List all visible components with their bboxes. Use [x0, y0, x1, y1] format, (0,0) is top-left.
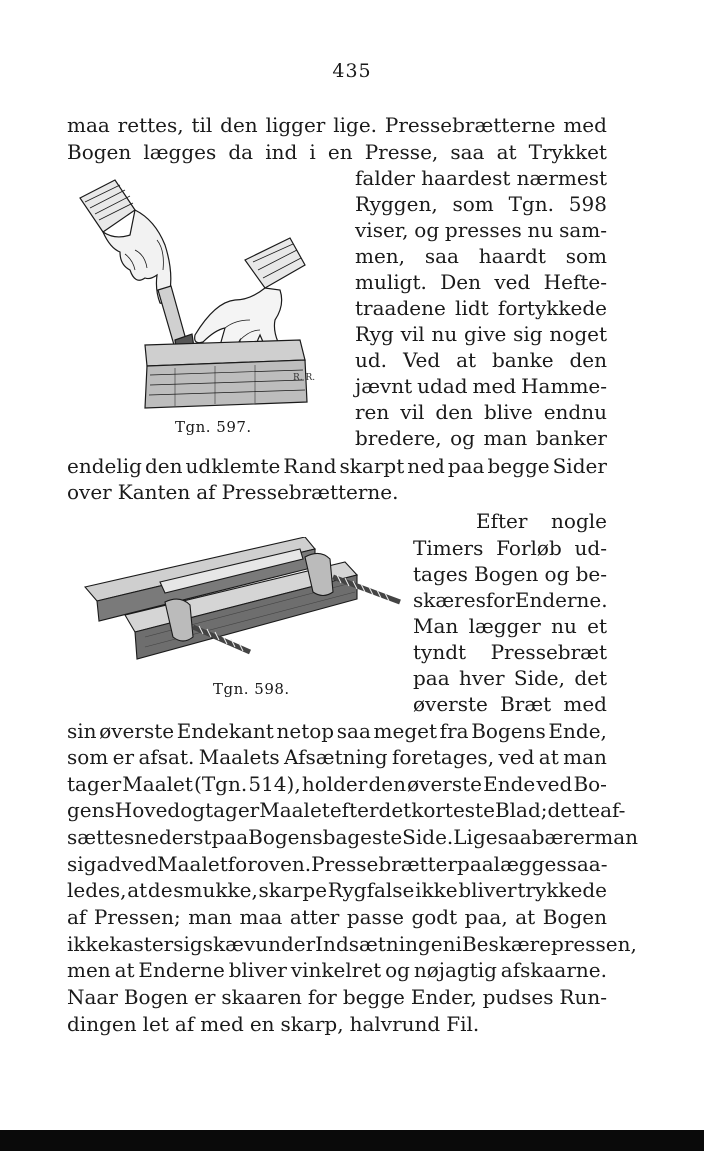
word: under	[255, 932, 316, 956]
text-line	[355, 191, 607, 217]
text-line	[67, 1011, 607, 1037]
word: afsat.	[138, 745, 195, 769]
word: Ende	[483, 772, 536, 796]
text-line	[355, 295, 607, 321]
word: øverste	[99, 719, 175, 743]
text-line	[413, 587, 607, 613]
word: bærer	[531, 825, 595, 849]
word: og	[385, 958, 410, 982]
word: rettes,	[117, 113, 184, 137]
word: banke	[491, 348, 554, 372]
word: Maalet	[157, 852, 228, 876]
word: netop	[276, 719, 335, 743]
word: udklemte	[185, 454, 281, 478]
word: en	[249, 1012, 275, 1036]
word: Enderne.	[514, 588, 608, 612]
word: Maalet	[122, 772, 193, 796]
word: Pressen;	[93, 905, 181, 929]
word: sættes	[67, 825, 135, 849]
word: den	[368, 772, 406, 796]
figure-597-mark: R. R.	[293, 373, 316, 383]
word: Endekant	[176, 719, 274, 743]
word: Efter	[476, 509, 528, 533]
word: tyndt	[413, 640, 467, 664]
word: et	[587, 614, 607, 638]
word: foretages,	[391, 745, 495, 769]
word: bageste	[322, 825, 403, 849]
word: med	[563, 692, 607, 716]
word: dette	[547, 798, 601, 822]
text-line	[355, 321, 607, 347]
word: 598	[568, 192, 607, 216]
word: nederst	[134, 825, 212, 849]
word: afskaarne.	[500, 958, 607, 982]
text-line	[67, 984, 607, 1010]
word: endelig	[67, 454, 142, 478]
word: at	[538, 745, 559, 769]
text-line	[67, 744, 607, 770]
word: sam-	[559, 218, 607, 242]
word: fra	[439, 719, 469, 743]
scan-edge-bar	[0, 1130, 704, 1151]
word: ned	[407, 454, 445, 478]
word: ledes,	[67, 878, 127, 902]
word: Hefte-	[543, 270, 607, 294]
word: Maalets	[198, 745, 280, 769]
word: paa	[413, 666, 450, 690]
text-line	[413, 639, 607, 665]
word: og	[414, 218, 440, 242]
word: ad	[96, 852, 122, 876]
word: som	[452, 192, 494, 216]
word: at	[515, 905, 536, 929]
word: da	[228, 140, 254, 164]
text-line	[67, 112, 607, 138]
word: maa	[67, 113, 110, 137]
text-line	[67, 479, 607, 505]
word: tages	[413, 562, 468, 586]
text-line	[413, 561, 607, 587]
word: og	[544, 562, 570, 586]
word: nu	[431, 322, 458, 346]
word: tager	[205, 798, 260, 822]
word: ud-	[574, 536, 607, 560]
word: jævnt	[355, 374, 413, 398]
word: med	[200, 1012, 244, 1036]
word: bliver	[228, 958, 287, 982]
word: de	[147, 878, 173, 902]
word: med	[563, 113, 607, 137]
word: at	[114, 958, 135, 982]
word: Enderne	[138, 958, 225, 982]
word: Bogen	[123, 985, 189, 1009]
word: Hamme-	[521, 374, 607, 398]
word: noget	[549, 322, 607, 346]
word: i	[455, 932, 462, 956]
word: ren	[355, 400, 390, 424]
word: ved	[498, 745, 535, 769]
word: Beskærepressen,	[461, 932, 637, 956]
word: Maalet	[259, 798, 330, 822]
word: Afsætning	[284, 745, 388, 769]
word: lægger	[468, 614, 541, 638]
word: Rygfalse	[327, 878, 415, 902]
word: blive	[483, 400, 533, 424]
word: be-	[575, 562, 607, 586]
page-number: 435	[332, 60, 372, 82]
word: den	[220, 113, 258, 137]
word: Ryggen,	[355, 192, 438, 216]
text-line	[355, 373, 607, 399]
word: dingen	[67, 1012, 137, 1036]
word: Trykket	[528, 140, 607, 164]
word: skarpe	[258, 878, 328, 902]
word: (Tgn.	[194, 772, 248, 796]
word: skarp,	[280, 1012, 344, 1036]
text-line	[67, 453, 607, 479]
word: man	[188, 905, 233, 929]
word: over	[67, 480, 112, 504]
word: Kanten	[117, 480, 191, 504]
word: haardest	[421, 166, 511, 190]
word: af-	[600, 798, 626, 822]
word: Rand	[283, 454, 337, 478]
word: traadene	[355, 296, 446, 320]
figure-598-illustration	[75, 537, 405, 672]
word: Man	[413, 614, 459, 638]
word: Pressebrætterne.	[221, 480, 399, 504]
text-line	[67, 718, 607, 744]
word: foroven.	[227, 852, 312, 876]
word: saa-	[566, 852, 608, 876]
word: Ryg	[355, 322, 394, 346]
word: men,	[355, 244, 406, 268]
word: saa	[450, 140, 485, 164]
word: banker	[535, 426, 607, 450]
word: lidt	[455, 296, 489, 320]
word: haardt	[478, 244, 546, 268]
word: meget	[373, 719, 438, 743]
word: presses	[444, 218, 522, 242]
word: vil	[400, 322, 425, 346]
word: Pressebræt	[490, 640, 607, 664]
word: Pressebrætter	[311, 852, 458, 876]
word: øverste	[407, 772, 482, 796]
word: for	[307, 985, 337, 1009]
word: Presse,	[364, 140, 439, 164]
word: sig	[513, 322, 543, 346]
word: nogle	[551, 509, 607, 533]
word: Timers	[413, 536, 484, 560]
word: at	[456, 348, 477, 372]
word: pudses	[482, 985, 554, 1009]
text-line	[67, 824, 639, 850]
word: nu	[527, 218, 554, 242]
word: paa,	[464, 905, 508, 929]
word: tager	[67, 772, 122, 796]
text-line	[67, 139, 607, 165]
word: Sider	[552, 454, 607, 478]
figure-598-caption: Tgn. 598.	[213, 680, 290, 698]
word: efter	[329, 798, 379, 822]
text-line	[67, 904, 607, 930]
word: Run-	[559, 985, 607, 1009]
word: sin	[67, 719, 97, 743]
word: skæv	[202, 932, 256, 956]
word: Bo-	[573, 772, 607, 796]
word: Indsætningen	[315, 932, 456, 956]
word: man	[594, 825, 639, 849]
word: man	[563, 745, 607, 769]
word: den	[144, 454, 183, 478]
word: gens	[67, 798, 115, 822]
word: kaster	[109, 932, 174, 956]
word: saa	[424, 244, 459, 268]
word: Fil.	[446, 1012, 480, 1036]
word: holder	[301, 772, 368, 796]
word: Ved	[402, 348, 441, 372]
word: af	[67, 905, 87, 929]
word: ikke	[415, 878, 458, 902]
word: paa	[211, 825, 249, 849]
text-line	[67, 851, 607, 877]
word: begge	[487, 454, 550, 478]
word: smukke,	[173, 878, 258, 902]
word: viser,	[355, 218, 409, 242]
word: af	[174, 1012, 195, 1036]
word: den	[569, 348, 607, 372]
word: vil	[400, 400, 425, 424]
word: vinkelret	[290, 958, 382, 982]
word: Blad;	[494, 798, 548, 822]
word: atter	[289, 905, 340, 929]
word: at	[496, 140, 517, 164]
word: godt	[411, 905, 458, 929]
word: begge	[342, 985, 405, 1009]
word: Naar	[67, 985, 118, 1009]
word: Ligesaa	[453, 825, 532, 849]
text-line	[413, 665, 607, 691]
word: at	[127, 878, 148, 902]
word: bredere,	[355, 426, 442, 450]
word: passe	[346, 905, 404, 929]
word: det	[378, 798, 412, 822]
word: skæres	[413, 588, 486, 612]
word: 514),	[248, 772, 301, 796]
word: Tgn.	[508, 192, 554, 216]
text-line	[67, 797, 626, 823]
text-line	[67, 957, 607, 983]
text-line	[355, 217, 607, 243]
word: ved	[494, 270, 531, 294]
word: nu	[551, 614, 577, 638]
word: ikke	[67, 932, 110, 956]
word: fortykkede	[497, 296, 607, 320]
word: Bogens	[248, 825, 323, 849]
word: trykkede	[517, 878, 607, 902]
word: sig	[173, 932, 203, 956]
word: bliver	[458, 878, 517, 902]
word: sig	[67, 852, 97, 876]
word: lægges	[143, 140, 217, 164]
word: Bogen	[474, 562, 539, 586]
word: er	[194, 985, 216, 1009]
text-line	[67, 931, 637, 957]
word: af	[196, 480, 216, 504]
word: paa	[447, 454, 485, 478]
figure-597-illustration	[75, 170, 320, 415]
word: en	[327, 140, 353, 164]
word: i	[309, 140, 316, 164]
word: ud.	[355, 348, 388, 372]
text-line	[67, 771, 607, 797]
word: Bogen	[542, 905, 607, 929]
word: ved	[121, 852, 158, 876]
word: for	[485, 588, 515, 612]
text-line	[67, 877, 607, 903]
word: ved	[536, 772, 573, 796]
word: saa	[336, 719, 371, 743]
word: Hoved	[114, 798, 181, 822]
word: Bogen	[67, 140, 132, 164]
word: Ender,	[410, 985, 477, 1009]
word: Ende,	[548, 719, 607, 743]
word: muligt.	[355, 270, 427, 294]
text-line	[413, 613, 607, 639]
word: hver	[458, 666, 505, 690]
word: som	[67, 745, 109, 769]
word: det	[574, 666, 607, 690]
text-line	[355, 165, 607, 191]
word: paalægges	[457, 852, 567, 876]
word: men	[67, 958, 111, 982]
text-line	[355, 425, 607, 451]
word: og	[450, 426, 475, 450]
word: nærmest	[516, 166, 607, 190]
word: nøjagtig	[413, 958, 497, 982]
word: lige.	[333, 113, 378, 137]
word: Pressebrætterne	[384, 113, 556, 137]
word: skarpt	[339, 454, 405, 478]
word: til	[191, 113, 213, 137]
text-line	[413, 691, 607, 717]
word: give	[464, 322, 507, 346]
text-line	[355, 399, 607, 425]
word: den	[435, 400, 473, 424]
word: maa	[239, 905, 283, 929]
figure-597-caption: Tgn. 597.	[175, 418, 252, 436]
word: man	[483, 426, 528, 450]
word: er	[112, 745, 135, 769]
word: udad	[417, 374, 468, 398]
word: ligger	[265, 113, 326, 137]
word: halvrund	[349, 1012, 441, 1036]
word: Forløb	[496, 536, 562, 560]
word: let	[142, 1012, 169, 1036]
word: Side,	[513, 666, 565, 690]
text-line	[355, 347, 607, 373]
text-line	[476, 508, 607, 534]
word: endnu	[543, 400, 607, 424]
word: falder	[355, 166, 415, 190]
word: Den	[440, 270, 481, 294]
word: med	[472, 374, 517, 398]
text-line	[355, 243, 607, 269]
word: skaaren	[221, 985, 302, 1009]
text-line	[355, 269, 607, 295]
text-line	[413, 535, 607, 561]
word: Bogens	[471, 719, 546, 743]
word: korteste	[411, 798, 495, 822]
word: Side.	[402, 825, 454, 849]
word: som	[565, 244, 607, 268]
word: Bræt	[500, 692, 552, 716]
word: og	[180, 798, 206, 822]
word: ind	[265, 140, 298, 164]
word: øverste	[413, 692, 488, 716]
